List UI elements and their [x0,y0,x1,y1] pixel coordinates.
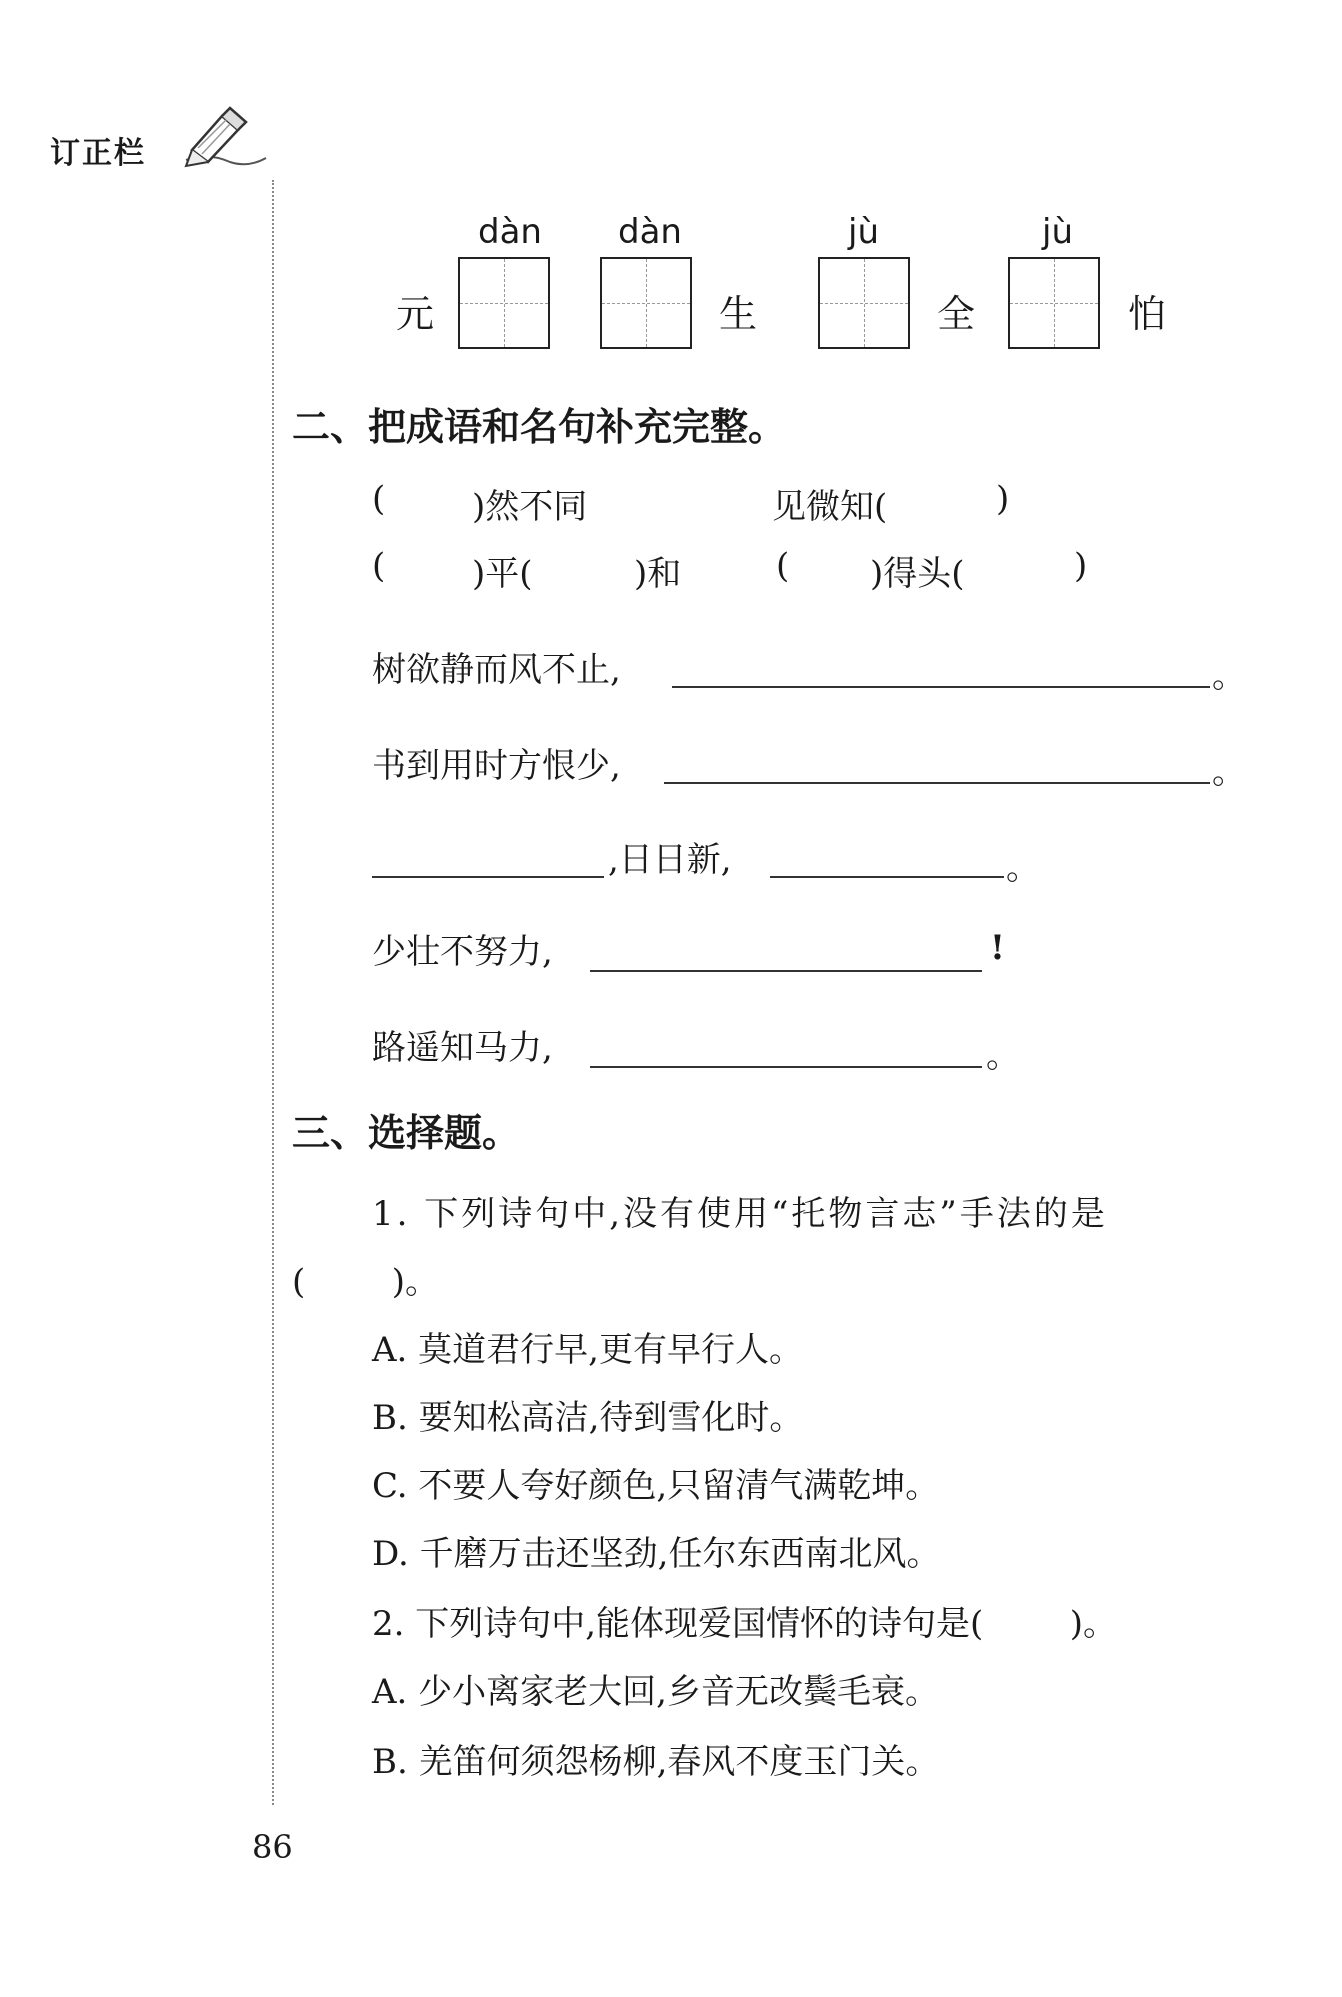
writing-box-3[interactable] [818,257,910,349]
question-1-stem: 1. 下列诗句中,没有使用“托物言志”手法的是 [372,1194,1108,1234]
writing-box-2[interactable] [600,257,692,349]
sentence-2-end: 。 [1212,752,1246,792]
writing-box-1[interactable] [458,257,550,349]
pinyin-3: jù [848,212,879,252]
margin-divider [272,180,274,1805]
sentence-3-mid: ,日日新, [608,840,732,880]
idiom-4-mid: )得头( [870,554,965,594]
grid-char-1: 元 [396,292,435,336]
pinyin-2: dàn [618,212,682,252]
sentence-4-blank[interactable] [590,970,982,972]
sentence-3-blank-b[interactable] [770,876,1004,878]
pinyin-4: jù [1042,212,1073,252]
page-number: 86 [252,1828,293,1866]
question-1-option-a[interactable]: A. 莫道君行早,更有早行人。 [372,1330,803,1370]
question-1-option-b[interactable]: B. 要知松高洁,待到雪化时。 [372,1398,804,1438]
pencil-icon [178,104,268,168]
question-2-option-a[interactable]: A. 少小离家老大回,乡音无改鬓毛衰。 [372,1672,939,1712]
grid-char-3: 全 [937,292,976,336]
sentence-4-end: ! [990,928,1005,968]
idiom-4-close: ) [1074,546,1088,586]
idiom-3-mid: )平( [472,554,533,594]
sentence-5-text: 路遥知马力, [372,1028,553,1068]
sentence-3-end: 。 [1006,848,1040,888]
sentence-2-text: 书到用时方恨少, [372,746,621,786]
sentence-1-end: 。 [1212,656,1246,696]
idiom-2-text: 见微知( [772,487,888,527]
sentence-3-blank-a[interactable] [372,876,604,878]
idiom-1-open: ( [372,479,386,519]
sentence-4-text: 少壮不努力, [372,932,553,972]
pinyin-1: dàn [478,212,542,252]
sentence-1-blank[interactable] [672,686,1210,688]
sentence-5-end: 。 [986,1036,1020,1076]
sentence-1-text: 树欲静而风不止, [372,650,621,690]
idiom-1-rest: )然不同 [472,487,588,527]
section-2-heading: 二、把成语和名句补充完整。 [292,405,787,449]
grid-char-4: 怕 [1128,292,1167,336]
question-2-stem: 2. 下列诗句中,能体现爱国情怀的诗句是( )。 [372,1604,1118,1644]
idiom-3-rest: )和 [634,554,682,594]
idiom-4-open: ( [776,546,790,586]
writing-box-4[interactable] [1008,257,1100,349]
idiom-3-open: ( [372,546,386,586]
question-1-option-d[interactable]: D. 千磨万击还坚劲,任尔东西南北风。 [372,1534,941,1574]
correction-column-label: 订正栏 [50,136,146,171]
question-1-option-c[interactable]: C. 不要人夸好颜色,只留清气满乾坤。 [372,1466,940,1506]
question-2-option-b[interactable]: B. 羌笛何须怨杨柳,春风不度玉门关。 [372,1742,940,1782]
sentence-2-blank[interactable] [664,782,1210,784]
sentence-5-blank[interactable] [590,1066,982,1068]
idiom-2-close: ) [996,479,1010,519]
question-1-answer-paren[interactable]: ( )。 [292,1262,439,1302]
grid-char-2: 生 [719,292,758,336]
section-3-heading: 三、选择题。 [292,1111,521,1155]
